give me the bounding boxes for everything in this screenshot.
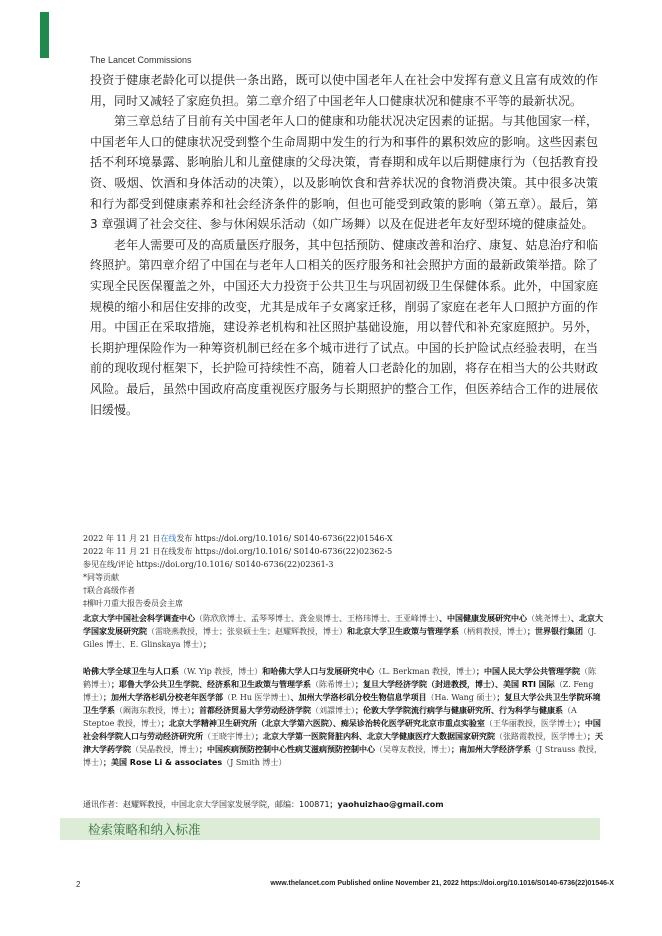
affiliation-institution: ；北京大学第一医院肾脏内科、北京大学健康医疗大数据国家研究院 [255,732,495,741]
correspondence-text: 通讯作者：赵耀辉教授，中国北京大学国家发展学院，邮编：100871 [83,800,330,809]
affiliation-people: （姚尧博士） [527,614,571,623]
affiliation-people: （柄莉教授，博士） [459,627,527,636]
affiliation-institution: ；加州大学洛杉矶分校老年医学部 [103,693,223,702]
page-number: 2 [76,880,81,889]
chair-note: ‡柳叶刀重大报告委员会主席 [83,599,183,608]
affiliation-people: （雷晓燕教授，博士；张泉硕士生；赵耀辉教授，博士） [147,627,347,636]
section-heading: 检索策略和纳入标准 [88,822,201,837]
joint-senior-note: †联合高级作者 [83,586,135,595]
correspondence [83,799,603,811]
affiliation-people: （J Strauss 教授，博士） [83,745,602,767]
paragraph: 老年人需要可及的高质量医疗服务，其中包括预防、健康改善和治疗、康复、姑息治疗和临终照护。第四章介绍了中国在与老年人口相关的医疗服务和社会照护方面的最新政策举措。除了实现全民医保覆盖之外，中国还大力投资于公共卫生与巩固初级卫生保健体系。此外，中国家庭规模的缩小和居住安排的改变，尤其是成年子女离家迁移，削弱了家庭在老年人口照护方面的作用。中国正在采取措施，建设养老机构和社区照护基础设施，用以替代和补充家庭照护。另外，长期护理保险作为一种筹资机制已经在多个城市进行了试点。中国的长护险试点经验表明，在当前的现收现付框架下，长护险可持续性不高，随着人口老龄化的加剧，将存在相当大的公共财政风险。最后，虽然中国政府高度重视医疗服务与长期照护的整合工作，但医养结合工作的进展依旧缓慢。 [90,237,598,417]
main-body [90,70,598,420]
affiliation-institution: 北京大学中国社会科学调查中心 [83,614,195,623]
section-label: The Lancet Commissions [90,55,192,65]
affiliation-people: （吴晶教授，博士） [131,745,199,754]
affiliation-institution: ；美国 Rose Li & associates [103,758,223,767]
affiliation-institution: ；世界银行集团 [527,627,583,636]
affiliation-people: （L. Berkman 教授，博士） [374,667,477,676]
affiliation-institution: ；中国疾病预防控制中心性病艾滋病预防控制中心 [199,745,375,754]
affiliation-institution: ；复旦大学公共卫生学院环境卫生学系 [83,693,601,715]
affiliation-institution: 、北京大学国家发展研究院 [83,614,603,636]
affiliation-institution: 哈佛大学全球卫生与人口系 [83,667,179,676]
affiliation-people: （陈欣欣博士、孟琴琴博士、龚金泉博士、王格玮博士、王亚峰博士） [195,614,439,623]
online-link[interactable]: 在线 [160,534,177,543]
paragraph: 投资于健康老龄化可以提供一条出路，既可以使中国老年人在社会中发挥有意义且富有成效的作用，同时又减轻了家庭负担。第二章介绍了中国老年人口健康状况和健康不平等的最新状况。 [90,73,598,108]
affiliation-institution: ；伦敦大学学院流行病学与健康研究所、行为科学与健康系 [355,706,563,715]
affiliation-people: （陈鹤博士） [83,667,597,689]
affiliation-people: （A Steptoe 教授，博士） [83,706,577,728]
affiliation-institution: 和北京大学卫生政策与管理学系 [347,627,459,636]
affiliation-people: （阚海东教授，博士） [115,706,191,715]
affiliation-people: （W. Yip 教授，博士） [179,667,263,676]
affiliation-people: （陈希博士） [311,680,355,689]
affiliation-institution: 和哈佛大学人口与发展研究中心 [262,667,375,676]
affiliation-people: （P. Hu 医学博士） [223,693,291,702]
see-also-note: 参见在线/评论 https://doi.org/10.1016/ S0140-6736(22)02361-3 [83,560,334,569]
affiliation-institution: 、加州大学洛杉矶分校生物信息学项目 [290,693,427,702]
affiliation-people: （刘譞博士） [311,706,355,715]
affiliation-institution: 、中国健康发展研究中心 [439,614,527,623]
section-heading-band [60,818,600,840]
affiliation-people: （王华丽教授，医学博士） [484,719,577,728]
published-note-2: 2022 年 11 月 21 日在线发布 https://doi.org/10.1016/ S0140-6736(22)02362-5 [83,547,393,556]
paragraph: 第三章总结了目前有关中国老年人口的健康和功能状况决定因素的证据。与其他国家一样，中国老年人口的健康状况受到整个生命周期中发生的行为和事件的累积效应的影响。这些因素包括不利环境暴露、影响胎儿和儿童健康的父母决策，青春期和成年以后期健康行为（包括教育投资、吸烟、饮酒和身体活动的决策），以及影响饮食和营养状况的食物消费决策。其中很多决策和行为都受到健康素养和社会经济条件的影响，但也可能受到政策的影响（第五章）。最后，第 3 章强调了社会交往、参与休闲娱乐活动（如广场舞）以及在促进老年友好型环境的健康益处。 [90,114,598,232]
affiliation-people: （吴尊友教授，博士） [375,745,451,754]
affiliation-people: （王晓宇博士） [203,732,255,741]
published-note: 2022 年 11 月 21 日在线发布 https://doi.org/10.1016/ S0140-6736(22)01546-X [83,534,393,543]
sidenotes [83,532,603,769]
affiliation-institution: ； [203,640,212,649]
affiliation-institution: ；南加州大学经济学系 [451,745,531,754]
affiliation-institution: ；首都经济贸易大学劳动经济学院 [191,706,311,715]
section-color-bar [40,12,49,58]
affiliation-institution: ；复旦大学经济学院（封进教授，博士）、美国 RTI 国际 [355,680,555,689]
correspondence-email[interactable]: ；yaohuizhao@gmail.com [329,800,444,809]
affiliations-group-2 [83,665,603,769]
affiliation-institution: ；中国人民大学公共管理学院 [476,667,581,676]
affiliation-people: （张路霞教授，医学博士） [495,732,587,741]
affiliation-people: （Z. Feng 博士） [83,680,594,702]
affiliation-institution: ；中国社会科学院人口与劳动经济研究所 [83,719,601,741]
affiliation-institution: ；北京大学精神卫生研究所（北京大学第六医院）、痴呆诊治转化医学研究北京市重点实验室 [160,719,485,728]
affiliation-institution: ；耶鲁大学公共卫生学院、经济系和卫生政策与管理学系 [111,680,311,689]
affiliation-institution: ；天津大学药学院 [83,732,603,754]
affiliations-group-1 [83,612,603,651]
affiliation-people: （J. Giles 博士、E. Glinskaya 博士） [83,627,597,649]
affiliation-people: （J Smith 博士） [222,758,287,767]
equal-contribution-note: *同等贡献 [83,573,119,582]
footer-citation: www.thelancet.com Published online November 21, 2022 https://doi.org/10.1016/S0140-6736(22)01546-X [270,880,614,887]
affiliation-people: （Ha. Wang 硕士） [426,693,497,702]
